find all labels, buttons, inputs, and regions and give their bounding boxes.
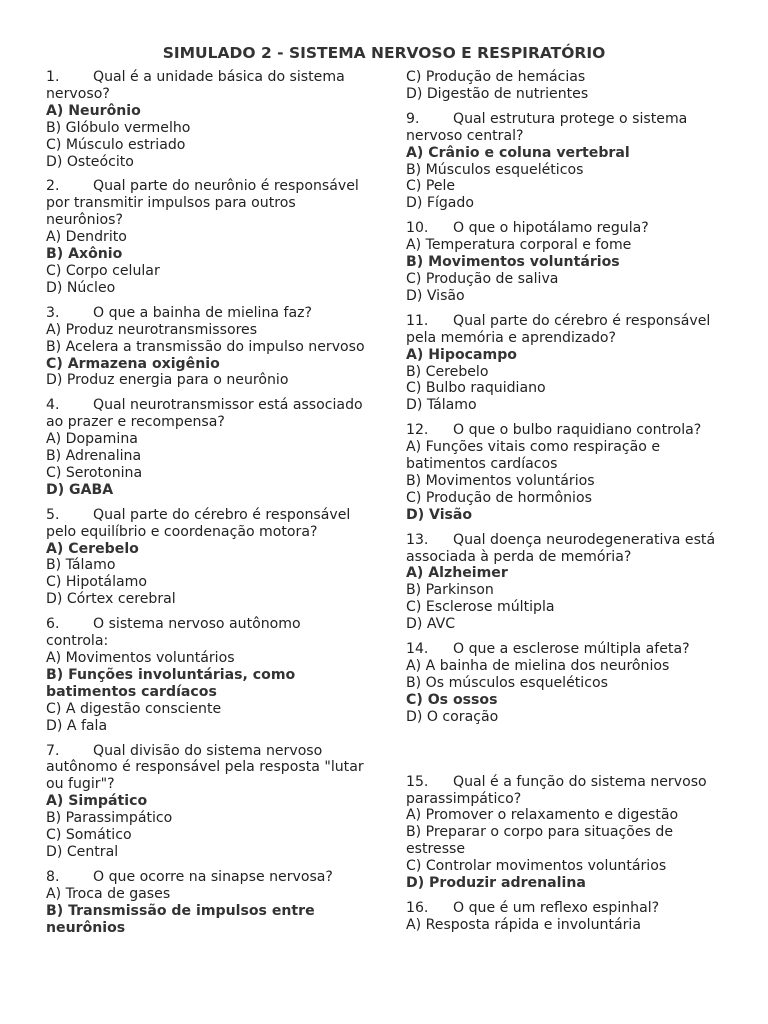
answer-option-marked: A) Neurônio: [46, 102, 141, 119]
answer-option-marked: A) Simpático: [46, 793, 148, 810]
question-16: [406, 900, 726, 934]
question-2: [46, 178, 366, 296]
question-text: [46, 743, 366, 794]
question-number: 11.: [406, 312, 429, 329]
right-column: [406, 69, 726, 942]
question-9: [406, 111, 726, 212]
answer-option: A) Produz neurotransmissores: [46, 321, 258, 338]
question-number: 15.: [406, 773, 429, 790]
answer-option: C) Produção de hormônios: [406, 489, 592, 506]
question-14: [406, 641, 726, 726]
question-prompt: Qual é a unidade básica do sistema nervoso?: [46, 69, 345, 102]
question-6: [46, 616, 366, 734]
answer-option: D) O coração: [406, 708, 499, 725]
answer-option: D) Osteócito: [46, 153, 134, 170]
question-number: 10.: [406, 220, 429, 237]
question-number: 12.: [406, 422, 429, 439]
question-15: [406, 774, 726, 892]
question-text: [406, 532, 726, 566]
continued-options: [406, 69, 726, 103]
question-prompt: Qual parte do cérebro é responsável pela memória e aprendizado?: [406, 312, 711, 346]
answer-option-marked: B) Movimentos voluntários: [406, 254, 620, 271]
question-number: 16.: [406, 899, 429, 916]
answer-option: D) AVC: [406, 616, 456, 633]
question-text: [46, 869, 366, 886]
answer-option: A) Movimentos voluntários: [46, 650, 235, 666]
answer-option: A) Troca de gases: [46, 885, 171, 902]
answer-option: C) Pele: [406, 178, 456, 195]
answer-option-marked: D) GABA: [46, 481, 114, 498]
question-prompt: O que a esclerose múltipla afeta?: [453, 641, 690, 658]
answer-option: D) Visão: [406, 287, 465, 304]
answer-option: C) Esclerose múltipla: [406, 599, 555, 616]
answer-option: A) Promover o relaxamento e digestão: [406, 807, 679, 824]
answer-option: D) Produz energia para o neurônio: [46, 372, 289, 389]
answer-option: B) Cerebelo: [406, 363, 489, 380]
question-5: [46, 507, 366, 608]
answer-option: B) Tálamo: [46, 557, 116, 574]
question-prompt: Qual doença neurodegenerativa está associada à perda de memória?: [406, 531, 716, 565]
answer-option-marked: A) Alzheimer: [406, 565, 508, 582]
question-7: [46, 743, 366, 861]
question-3: [46, 305, 366, 390]
question-number: 1.: [46, 69, 60, 85]
question-text: [406, 774, 726, 808]
question-prompt: O que ocorre na sinapse nervosa?: [93, 868, 333, 885]
question-text: [406, 422, 726, 439]
answer-option: A) Temperatura corporal e fome: [406, 237, 632, 254]
answer-option: B) Movimentos voluntários: [406, 472, 595, 489]
answer-option: B) Parkinson: [406, 582, 494, 599]
question-prompt: O que o bulbo raquidiano controla?: [453, 422, 702, 439]
question-text: [46, 178, 366, 229]
question-number: 5.: [46, 506, 60, 523]
question-number: 2.: [46, 178, 60, 195]
question-number: 13.: [406, 531, 429, 548]
answer-option: D) Córtex cerebral: [46, 591, 176, 608]
question-text: [46, 305, 366, 322]
question-text: [406, 641, 726, 658]
question-number: 3.: [46, 304, 60, 321]
question-prompt: Qual estrutura protege o sistema nervoso central?: [406, 110, 688, 144]
answer-option-marked: D) Produzir adrenalina: [406, 875, 586, 892]
question-number: 9.: [406, 110, 420, 127]
answer-option-marked: B) Transmissão de impulsos entre neurônios: [46, 902, 315, 936]
question-prompt: Qual parte do cérebro é responsável pelo equilíbrio e coordenação motora?: [46, 506, 351, 540]
answer-option: B) Parassimpático: [46, 810, 173, 827]
question-4: [46, 397, 366, 498]
question-prompt: Qual neurotransmissor está associado ao prazer e recompensa?: [46, 397, 363, 431]
answer-option: C) Serotonina: [46, 464, 143, 481]
answer-option: D) Núcleo: [46, 279, 116, 296]
question-text: [46, 507, 366, 541]
answer-option-marked: B) Funções involuntárias, como batimentos cardíacos: [46, 666, 296, 700]
answer-option: B) Acelera a transmissão do impulso nervoso: [46, 338, 365, 355]
answer-option: C) Músculo estriado: [46, 136, 186, 153]
question-prompt: O que a bainha de mielina faz?: [93, 304, 312, 321]
question-text: [46, 397, 366, 431]
question-text: [406, 220, 726, 237]
answer-option: C) Corpo celular: [46, 262, 160, 279]
question-8: [46, 869, 366, 937]
question-12: [406, 422, 726, 523]
answer-option: D) Digestão de nutrientes: [406, 85, 589, 102]
question-1: [46, 69, 366, 170]
answer-option: A) Dopamina: [46, 431, 138, 448]
answer-option: A) Funções vitais como respiração e batimentos cardíacos: [406, 439, 660, 473]
answer-option-marked: C) Os ossos: [406, 691, 498, 708]
question-text: [406, 111, 726, 145]
answer-option: A) A bainha de mielina dos neurônios: [406, 658, 670, 674]
question-number: 14.: [406, 641, 429, 658]
answer-option: D) Central: [46, 843, 119, 860]
answer-option: B) Glóbulo vermelho: [46, 119, 191, 136]
answer-option: B) Adrenalina: [46, 448, 142, 465]
answer-option-marked: D) Visão: [406, 506, 473, 523]
question-prompt: O que o hipotálamo regula?: [453, 220, 649, 237]
answer-option: C) Controlar movimentos voluntários: [406, 858, 667, 875]
answer-option: C) A digestão consciente: [46, 700, 222, 717]
question-prompt: O que é um reflexo espinhal?: [453, 899, 660, 916]
answer-option: D) Tálamo: [406, 397, 477, 414]
answer-option: D) Fígado: [406, 195, 475, 212]
answer-option-marked: B) Axônio: [46, 246, 123, 263]
answer-option: C) Produção de saliva: [406, 270, 559, 287]
answer-option: C) Somático: [46, 827, 132, 844]
answer-option: C) Produção de hemácias: [406, 69, 586, 85]
answer-option: D) A fala: [46, 717, 108, 734]
question-prompt: Qual parte do neurônio é responsável por transmitir impulsos para outros neurônios?: [46, 178, 359, 229]
question-prompt: Qual é a função do sistema nervoso parassimpático?: [406, 773, 707, 807]
question-text: [46, 616, 366, 650]
answer-option-marked: A) Cerebelo: [46, 540, 139, 557]
question-13: [406, 532, 726, 633]
answer-option: A) Dendrito: [46, 229, 127, 246]
answer-option: A) Resposta rápida e involuntária: [406, 916, 641, 933]
question-text: [406, 900, 726, 917]
question-number: 6.: [46, 616, 60, 633]
question-number: 4.: [46, 397, 60, 414]
answer-option-marked: A) Crânio e coluna vertebral: [406, 144, 630, 161]
question-prompt: O sistema nervoso autônomo controla:: [46, 616, 301, 650]
left-column: [46, 69, 366, 945]
answer-option-marked: C) Armazena oxigênio: [46, 355, 220, 372]
answer-option: C) Hipotálamo: [46, 574, 147, 591]
answer-option: B) Músculos esqueléticos: [406, 161, 584, 178]
question-text: [406, 313, 726, 347]
answer-option-marked: A) Hipocampo: [406, 346, 517, 363]
question-text: [46, 69, 366, 103]
question-number: 8.: [46, 868, 60, 885]
question-number: 7.: [46, 742, 60, 759]
question-prompt: Qual divisão do sistema nervoso autônomo é responsável pela resposta "lutar ou fugir"?: [46, 742, 364, 793]
question-10: [406, 220, 726, 305]
answer-option: C) Bulbo raquidiano: [406, 380, 546, 397]
answer-option: B) Preparar o corpo para situações de estresse: [406, 824, 673, 858]
question-11: [406, 313, 726, 414]
answer-option: B) Os músculos esqueléticos: [406, 674, 608, 691]
page-title: SIMULADO 2 - SISTEMA NERVOSO E RESPIRATÓRIO: [162, 44, 606, 62]
